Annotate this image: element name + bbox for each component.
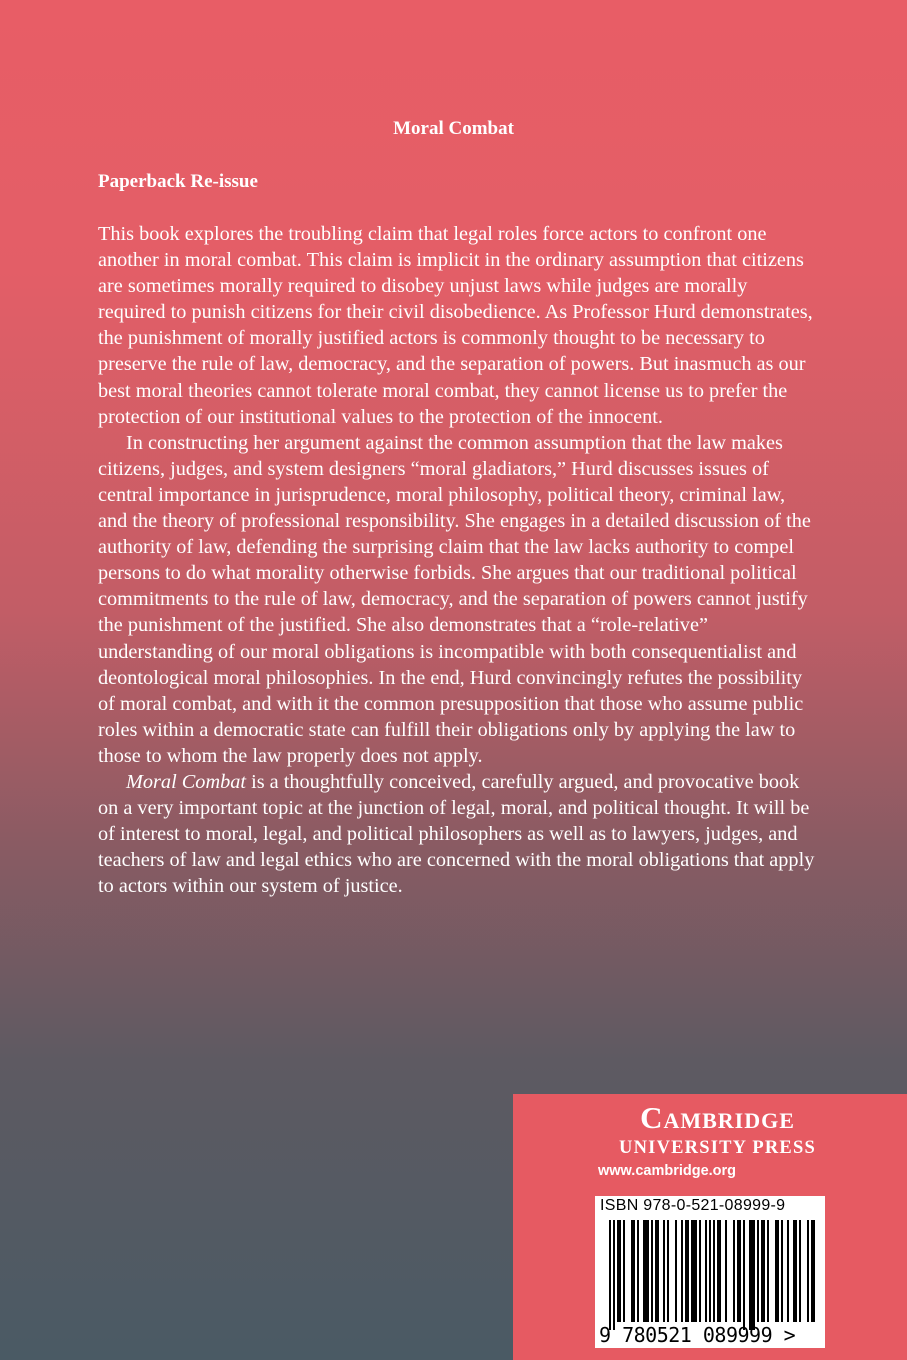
publisher-press: UNIVERSITY PRESS: [619, 1138, 816, 1158]
barcode-bar: [685, 1220, 689, 1322]
isbn-barcode: [595, 1196, 825, 1348]
isbn-label: ISBN 978-0-521-08999-9: [600, 1197, 786, 1214]
barcode-bar: [617, 1220, 621, 1322]
barcode-bar: [681, 1220, 683, 1322]
barcode-bar: [663, 1220, 665, 1322]
barcode-bar: [737, 1220, 741, 1322]
barcode-bar: [623, 1220, 625, 1322]
barcode-bar: [709, 1220, 711, 1322]
barcode-bar: [609, 1220, 611, 1330]
publisher-name: Cambridge: [640, 1100, 795, 1135]
book-title-italic: Moral Combat: [126, 770, 247, 793]
book-description: [98, 221, 818, 899]
description-paragraph-3-text: is a thoughtfully conceived, carefully argued, and provocative book on a very important topic at the junction of legal, moral, and political thought. It will be of interest to moral, legal, and political philosophers as well as to lawyers, judges, and teachers of law and legal ethics who are concerned with the moral obligations that apply to actors within our system of justice.: [98, 770, 815, 898]
barcode-bar: [667, 1220, 669, 1322]
barcode-bar: [637, 1220, 639, 1322]
barcode-bar: [713, 1220, 715, 1322]
barcode-bar: [651, 1220, 653, 1322]
barcode-bar: [757, 1220, 759, 1322]
barcode-bar: [807, 1220, 809, 1322]
barcode-bar: [699, 1220, 701, 1322]
barcode-bar: [749, 1220, 755, 1330]
barcode-bar: [655, 1220, 659, 1322]
barcode-bar: [725, 1220, 727, 1322]
barcode-bar: [781, 1220, 783, 1322]
description-paragraph-1: This book explores the troubling claim that legal roles force actors to confront one another in moral combat. This claim is implicit in the ordinary assumption that citizens are sometimes morally required to disobey unjust laws while judges are morally required to punish citizens for their civil disobedience. As Professor Hurd demonstrates, the punishment of morally justified actors is commonly thought to be necessary to preserve the rule of law, democracy, and the separation of powers. But inasmuch as our best moral theories cannot tolerate moral combat, they cannot license us to prefer the protection of our institutional values to the protection of the innocent.: [98, 223, 813, 428]
description-paragraph-3: [98, 769, 818, 899]
book-title: Moral Combat: [393, 118, 514, 139]
barcode-bar: [775, 1220, 779, 1322]
publisher-url: www.cambridge.org: [598, 1163, 737, 1179]
barcode-bar: [691, 1220, 697, 1322]
barcode-bar: [717, 1220, 721, 1322]
barcode-bar: [743, 1220, 745, 1330]
barcode-bar: [613, 1220, 615, 1330]
barcode-bar: [631, 1220, 635, 1322]
barcode-digits: 9 780521 089999 >: [599, 1323, 796, 1347]
barcode-bar: [761, 1220, 765, 1322]
barcode-bar: [793, 1220, 797, 1322]
barcode-bar: [811, 1220, 815, 1322]
barcode-bar: [787, 1220, 789, 1322]
barcode-bar: [675, 1220, 677, 1322]
description-paragraph-2: In constructing her argument against the common assumption that the law makes citizens, judges, and system designers “moral gladiators,” Hurd discusses issues of central importance in jurisprudence, moral philosophy, political theory, criminal law, and the theory of professional responsibility. She engages in a detailed discussion of the authority of law, defending the surprising claim that the law lacks authority to compel persons to do what morality otherwise forbids. She argues that our traditional political commitments to the rule of law, democracy, and the separation of powers cannot justify the punishment of the justified. She also demonstrates that a “role-relative” understanding of our moral obligations is incompatible with both consequentialist and deontological moral philosophies. In the end, Hurd convincingly refutes the possibility of moral combat, and with it the common presupposition that those who assume public roles within a democratic state can fulfill their obligations only by applying the law to those to whom the law properly does not apply.: [98, 431, 811, 767]
publisher-panel: [513, 1094, 907, 1360]
barcode-bar: [705, 1220, 707, 1322]
barcode-bar: [643, 1220, 649, 1322]
edition-label: Paperback Re-issue: [98, 171, 258, 192]
barcode-bar: [767, 1220, 769, 1322]
barcode-bar: [799, 1220, 801, 1322]
barcode-bar: [733, 1220, 735, 1322]
